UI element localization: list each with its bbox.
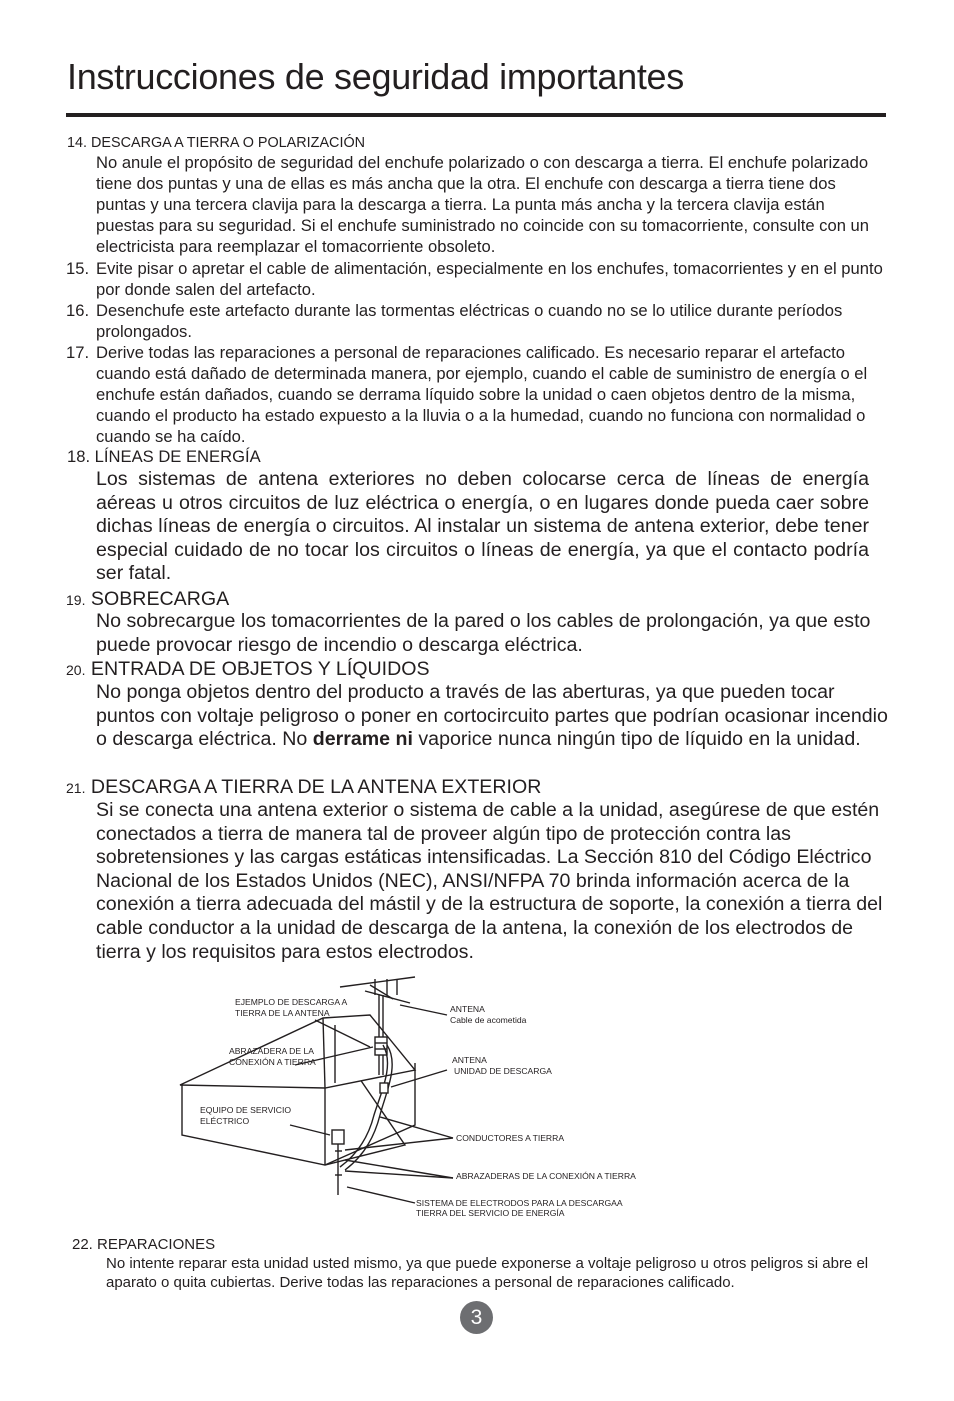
item-17-body: Derive todas las reparaciones a personal de reparaciones calificado. Es necesario reparar el artefacto cuando está dañado de determinada manera, por ejemplo, cuando el cable de suministro de energía o el enchufe están dañados, cuando se derrama líquido sobre la unidad o caen objetos dentro de la misma, cuando el producto ha estado expuesto a la lluvia o a la humedad, cuando no funciona con normalidad o cuando se ha caído.: [96, 343, 868, 446]
label-electrodes-1: SISTEMA DE ELECTRODOS PARA LA DESCARGAA: [416, 1198, 623, 1208]
item-19-heading-line: [66, 588, 229, 613]
label-clamps: ABRAZADERAS DE LA CONEXIÓN A TIERRA: [456, 1171, 636, 1181]
label-service-1: EQUIPO DE SERVICIO: [200, 1105, 292, 1115]
label-unit-2: UNIDAD DE DESCARGA: [454, 1066, 552, 1076]
page-title: Instrucciones de seguridad importantes: [67, 56, 684, 97]
label-example-2: TIERRA DE LA ANTENA: [235, 1008, 330, 1018]
title-rule: [66, 113, 886, 117]
item-16-body: Desenchufe este artefacto durante las tormentas eléctricas o cuando no se lo utilice durante períodos prolongados.: [96, 301, 843, 341]
label-unit-1: ANTENA: [452, 1055, 487, 1065]
item-20-body-text: No ponga objetos dentro del producto a través de las aberturas, ya que pueden tocar puntos con voltaje peligroso o poner en cortocircuito partes que podrían ocasionar incendio o descarga eléctrica. No: [96, 681, 888, 751]
item-15-number: 15.: [66, 259, 90, 278]
item-20-number: 20.: [66, 662, 86, 678]
item-21-heading: DESCARGA A TIERRA DE LA ANTENA EXTERIOR: [90, 776, 542, 798]
item-19-body: No sobrecargue los tomacorrientes de la pared o los cables de prolongación, ya que esto puede provocar riesgo de incendio o descarga eléctrica.: [96, 610, 871, 656]
item-15-body: Evite pisar o apretar el cable de alimentación, especialmente en los enchufes, tomacorrientes y en el punto por donde salen del artefacto.: [96, 259, 883, 299]
item-21-heading-line: [66, 776, 541, 801]
label-electrodes-2: TIERRA DEL SERVICIO DE ENERGÍA: [416, 1208, 565, 1218]
item-20-heading: ENTRADA DE OBJETOS Y LÍQUIDOS: [90, 658, 430, 680]
item-20-body: [96, 681, 891, 752]
label-clamp-2: CONEXIÓN A TIERRA: [229, 1057, 316, 1067]
item-14-heading: 14. DESCARGA A TIERRA O POLARIZACIÓN: [67, 135, 366, 151]
label-antenna-1: ANTENA: [450, 1004, 485, 1014]
item-16-number: 16.: [66, 301, 90, 320]
label-conductors: CONDUCTORES A TIERRA: [456, 1133, 565, 1143]
item-20-body-text-end: vaporice nunca ningún tipo de líquido en la unidad.: [412, 728, 861, 751]
item-20-heading-line: [66, 658, 430, 683]
item-18-heading: 18. LÍNEAS DE ENERGÍA: [67, 447, 261, 466]
item-21-body: Si se conecta una antena exterior o sistema de cable a la unidad, asegúrese de que estén conectados a tierra de manera tal de proveer algún tipo de protección contra las sobretensiones y las cargas estáticas intensificadas. La Sección 810 del Código Eléctrico Nacional de los Estados Unidos (NEC), ANSI/NFPA 70 brinda información acerca de la conexión a tierra adecuada del mástil y de la estructura de soporte, la conexión a tierra del cable conductor a la unidad de descarga de la antena, la conexión de los electrodos de tierra y los requisitos para estos electrodos.: [96, 799, 883, 963]
item-17-number: 17.: [66, 343, 90, 362]
item-21-number: 21.: [66, 780, 86, 796]
antenna-grounding-diagram: [175, 975, 675, 1220]
item-19-number: 19.: [66, 592, 86, 608]
label-service-2: ELÉCTRICO: [200, 1116, 250, 1126]
item-20-body-bold: derrame ni: [312, 728, 413, 751]
label-example-1: EJEMPLO DE DESCARGA A: [235, 997, 348, 1007]
item-22-heading: 22. REPARACIONES: [72, 1236, 216, 1253]
label-clamp-1: ABRAZADERA DE LA: [229, 1046, 315, 1056]
page-number-badge: 3: [460, 1301, 493, 1334]
item-22-body: No intente reparar esta unidad usted mismo, ya que puede exponerse a voltaje peligroso u otros peligros si abre el aparato o quita cubiertas. Derive todas las reparaciones a personal de reparaciones calificado.: [106, 1255, 869, 1291]
item-18-body: Los sistemas de antena exteriores no deben colocarse cerca de líneas de energía aéreas u otros circuitos de luz eléctrica o energía, o en lugares donde pueda caer sobre dichas líneas de energía o circuitos. Al instalar un sistema de antena exterior, debe tener especial cuidado de no tocar los circuitos o líneas de energía, ya que el contacto podría ser fatal.: [96, 468, 869, 585]
label-antenna-2: Cable de acometida: [450, 1015, 527, 1025]
item-14-body: No anule el propósito de seguridad del enchufe polarizado o con descarga a tierra. El enchufe polarizado tiene dos puntas y una de ellas es más ancha que la otra. El enchufe con descarga a tierra tiene dos puntas y una tercera clavija para la descarga a tierra. La punta más ancha y la tercera clavija están puestas para su seguridad. Si el enchufe suministrado no coincide con su tomacorriente, consulte con un electricista para reemplazar el tomacorriente obsoleto.: [96, 153, 869, 256]
item-19-heading: SOBRECARGA: [90, 588, 230, 610]
